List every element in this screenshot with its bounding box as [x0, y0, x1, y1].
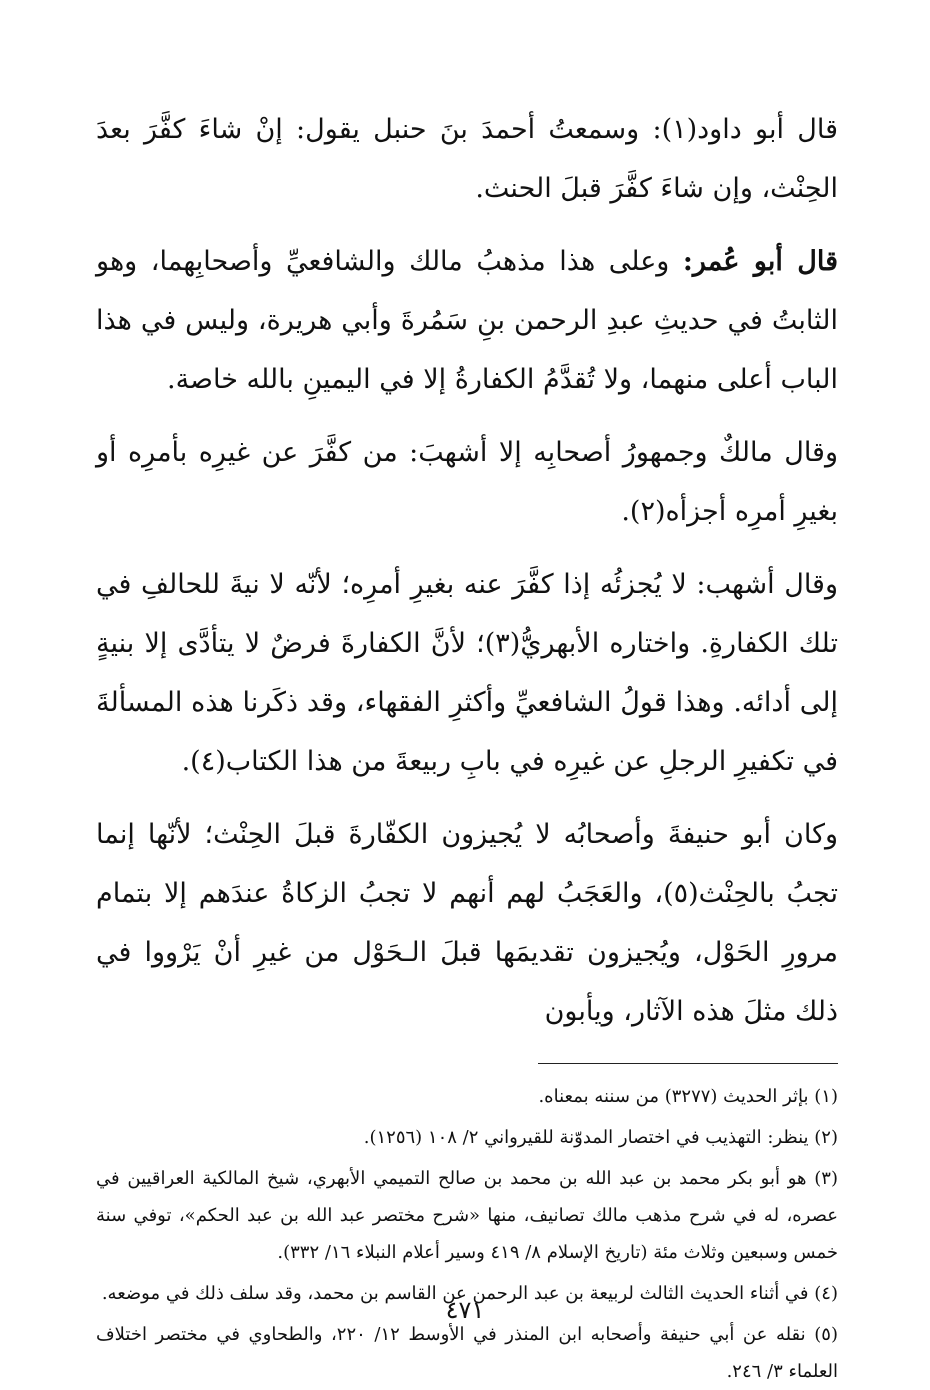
footnote-divider [538, 1063, 838, 1064]
footnote: (١) بإثر الحديث (٣٢٧٧) من سننه بمعناه. [538, 1086, 838, 1107]
paragraph [96, 805, 838, 1041]
footnote: (٤) في أثناء الحديث الثالث لربيعة بن عبد الرحمن عن القاسم بن محمد، وقد سلف ذلك في موضعه. [101, 1283, 838, 1304]
paragraph-lead: قال أبو عُمر: [682, 246, 838, 277]
paragraph-text: وقال مالكٌ وجمهورُ أصحابِه إلا أشهبَ: من كفَّرَ عن غيرِه بأمرِه أو بغيرِ أمرِه أجزأه(٢). [96, 437, 838, 527]
footnotes [96, 1078, 838, 1390]
footnote: (٥) نقله عن أبي حنيفة وأصحابه ابن المنذر في الأوسط ١٢/ ٢٢٠، والطحاوي في مختصر اختلاف العلماء ٣/ ٢٤٦. [96, 1324, 838, 1382]
main-text [96, 100, 838, 1041]
footnote: (٢) ينظر: التهذيب في اختصار المدوّنة للقيرواني ٢/ ١٠٨ (١٢٥٦). [363, 1127, 838, 1148]
paragraph [96, 232, 838, 409]
paragraph [96, 100, 838, 218]
paragraph-text: وكان أبو حنيفةَ وأصحابُه لا يُجيزون الكفّارةَ قبلَ الحِنْث؛ لأنّها إنما تجبُ بالحِنْث(٥)، والعَجَبُ لهم أنهم لا تجبُ الزكاةُ عندَهم إلا بتمام مرورِ الحَوْل، ويُجيزون تقديمَها قبلَ الـحَوْل من غيرِ أنْ يَرْووا في ذلك مثلَ هذه الآثار، ويأبون [96, 819, 838, 1027]
paragraph-text: وقال أشهب: لا يُجزئُه إذا كفَّرَ عنه بغيرِ أمرِه؛ لأنّه لا نيةَ للحالفِ في تلك الكفارةِ. واختاره الأبهريُّ(٣)؛ لأنَّ الكفارةَ فرضٌ لا يتأدَّى إلا بنيةٍ إلى أدائه. وهذا قولُ الشافعيِّ وأكثرِ الفقهاء، وقد ذكَرنا هذه المسألةَ في تكفيرِ الرجلِ عن غيرِه في بابِ ربيعةَ من هذا الكتاب(٤). [96, 569, 838, 777]
paragraph [96, 423, 838, 541]
paragraph [96, 555, 838, 791]
paragraph-text: قال أبو داود(١): وسمعتُ أحمدَ بنَ حنبل يقول: إنْ شاءَ كفَّرَ بعدَ الحِنْث، وإن شاءَ كفَّرَ قبلَ الحنث. [96, 114, 838, 204]
footnote: (٣) هو أبو بكر محمد بن عبد الله بن محمد بن صالح التميمي الأبهري، شيخ المالكية العراقيين في عصره، له في شرح مذهب مالك تصانيف، منها «شرح مختصر عبد الله بن عبد الحكم»، توفي سنة خمس وسبعين وثلاث مئة (تاريخ الإسلام ٨/ ٤١٩ وسير أعلام النبلاء ١٦/ ٣٣٢). [96, 1168, 838, 1263]
page-number: ٤٧١ [445, 1296, 485, 1324]
paragraph-text: وعلى هذا مذهبُ مالك والشافعيِّ وأصحابِهما، وهو الثابتُ في حديثِ عبدِ الرحمن بنِ سَمُرةَ وأبي هريرة، وليس في هذا الباب أعلى منهما، ولا تُقدَّمُ الكفارةُ إلا في اليمينِ بالله خاصة. [96, 246, 838, 395]
